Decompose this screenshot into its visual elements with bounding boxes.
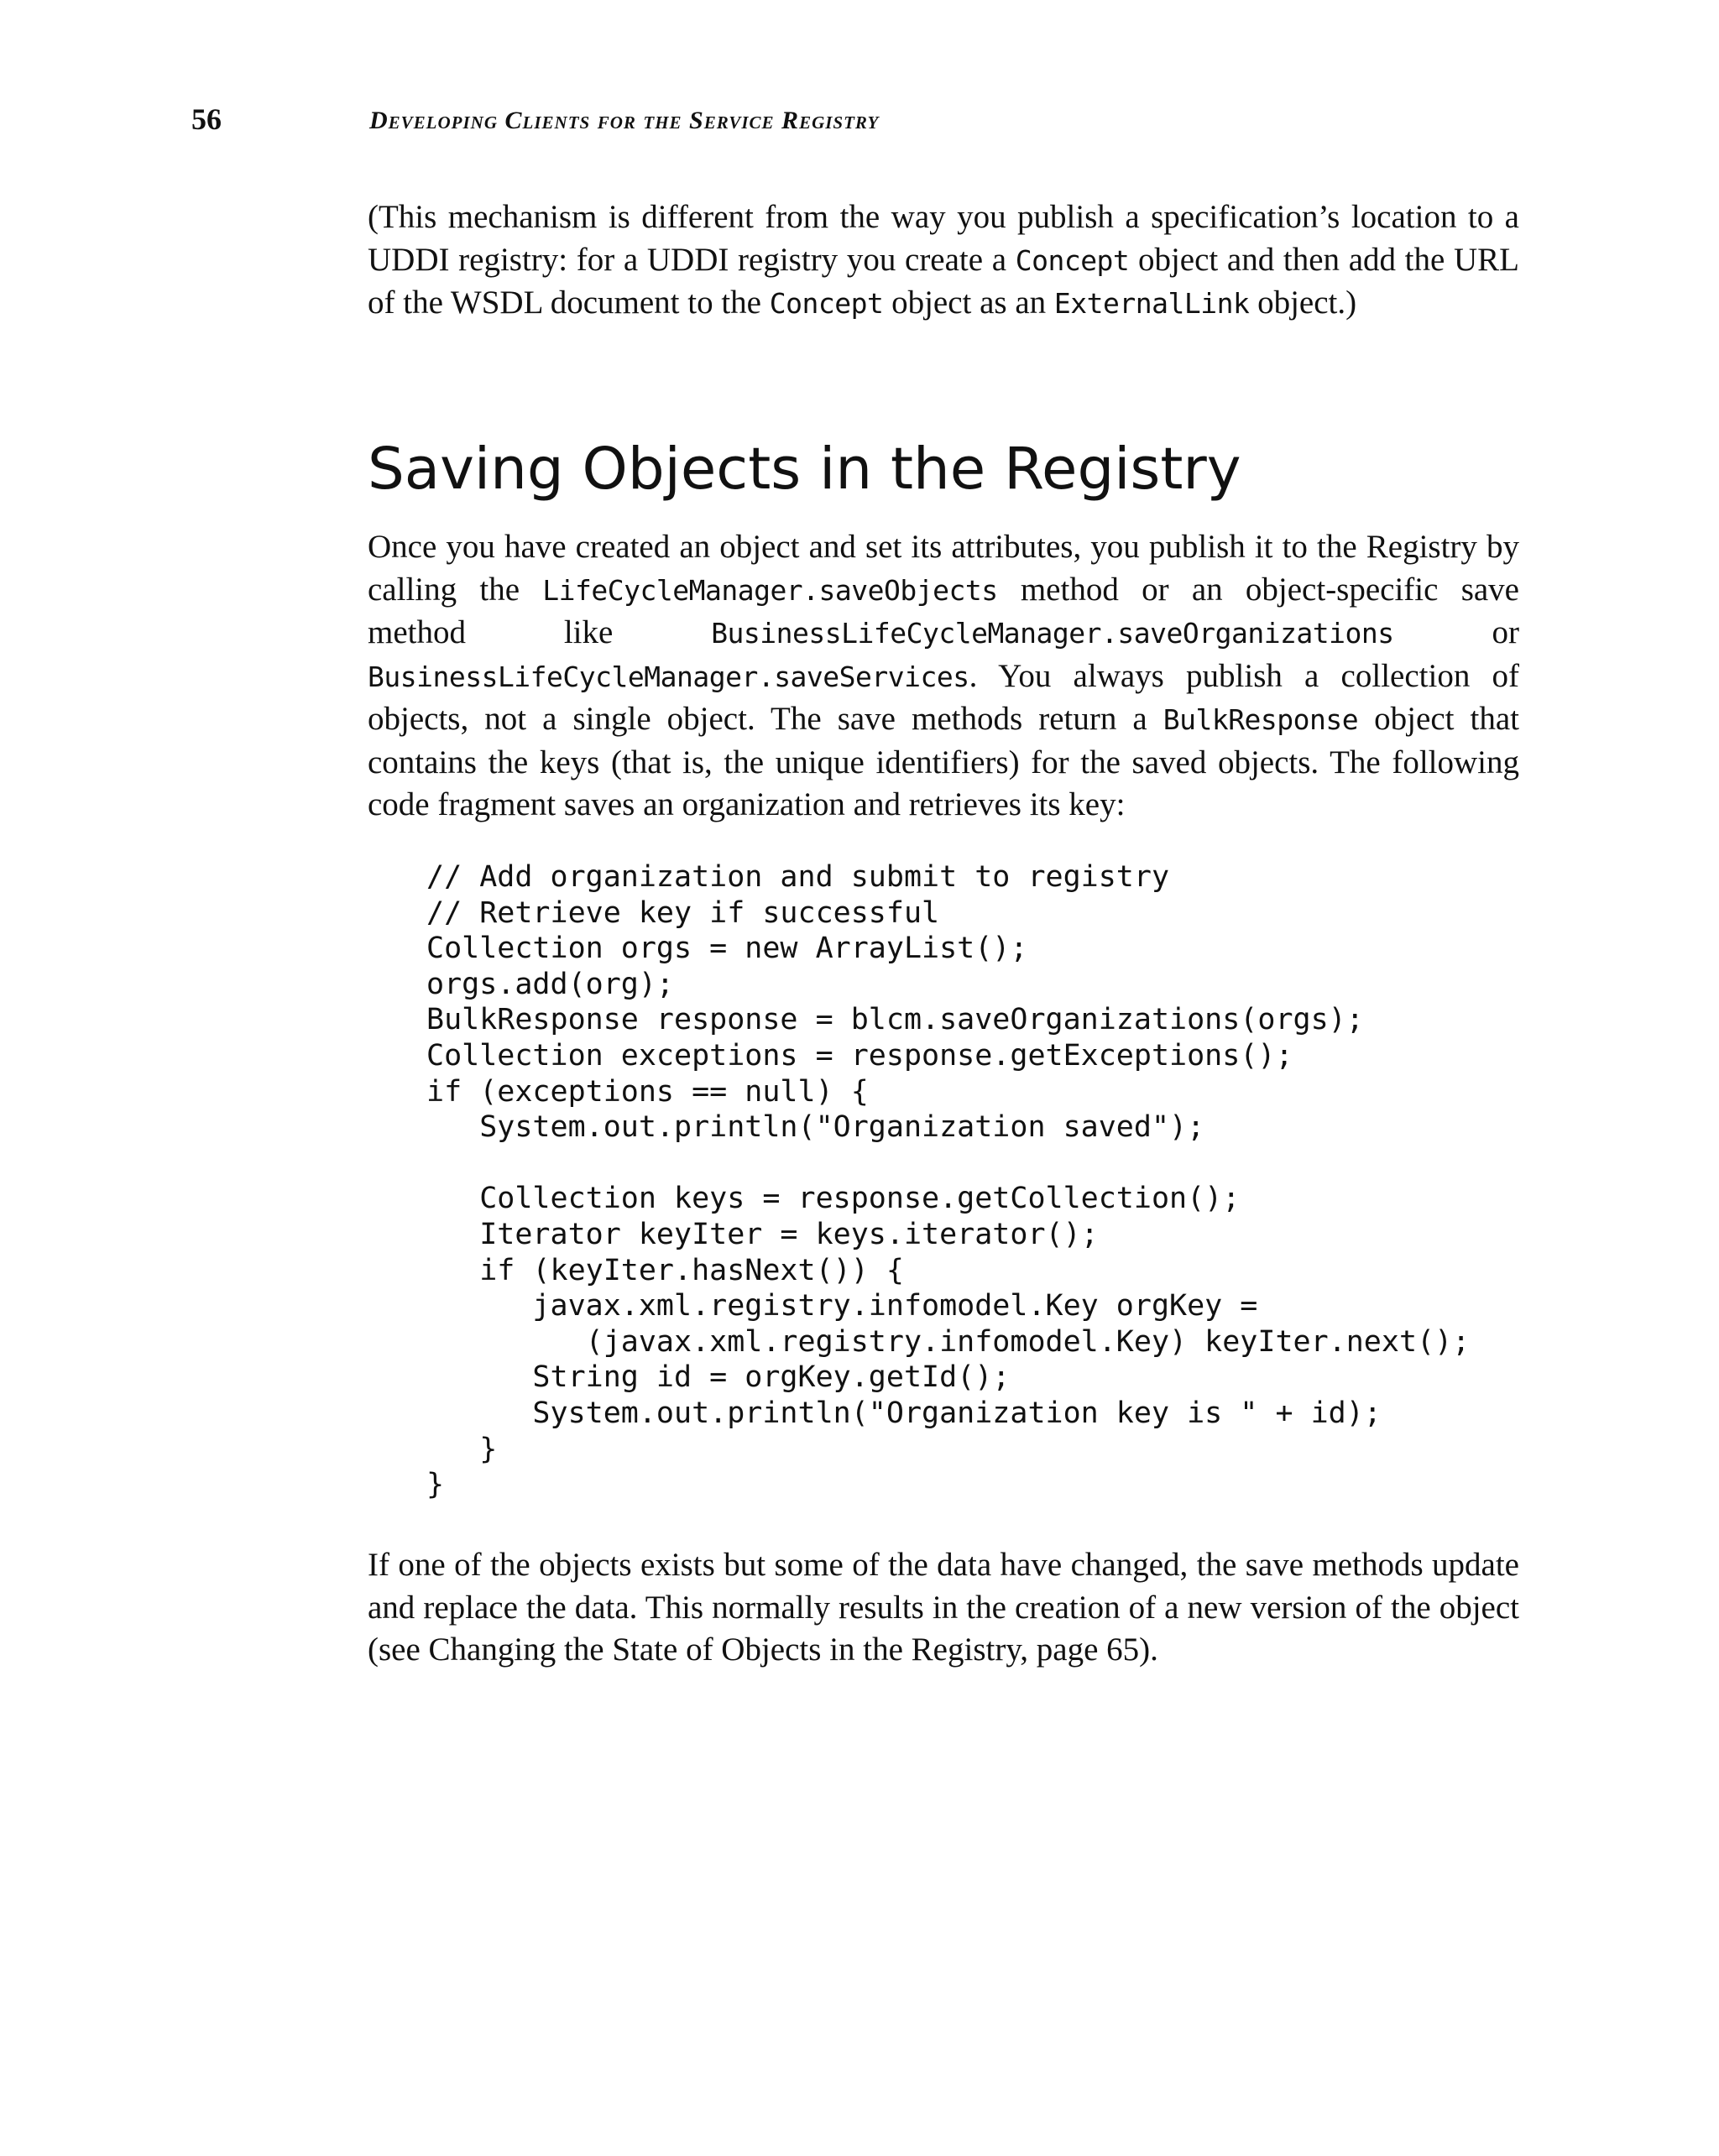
text-run: or xyxy=(1393,614,1519,650)
running-head: Developing Clients for the Service Registry xyxy=(369,107,880,134)
body-paragraph xyxy=(368,526,1519,827)
closing-paragraph xyxy=(368,1544,1519,1672)
inline-code: Concept xyxy=(769,287,884,320)
inline-code: BulkResponse xyxy=(1163,703,1359,736)
text-run: . You always publish a collection of objects, not a single object. The save methods return a xyxy=(368,657,1519,737)
inline-code: BusinessLifeCycleManager.saveOrganizations xyxy=(711,617,1394,650)
text-run: object that contains the keys (that is, the unique identifiers) for the saved objects. The following code fragment saves an organization and retrieves its key: xyxy=(368,701,1519,822)
paragraph-text: If one of the objects exists but some of the data have changed, the save methods update and replace the data. This normally results in the creation of a new version of the object (see Changing the State of Objects in the Registry, page 65). xyxy=(368,1547,1519,1668)
text-run: object as an xyxy=(883,285,1054,321)
section-heading: Saving Objects in the Registry xyxy=(368,436,1241,503)
text-run: (This mechanism is different from the way you publish a specification’s location to a UDDI registry: for a UDDI registry you create a xyxy=(368,199,1519,278)
text-run: method or an object-specific save method like xyxy=(368,571,1519,650)
inline-code: Concept xyxy=(1015,243,1130,277)
inline-code: LifeCycleManager.saveObjects xyxy=(542,573,998,607)
code-block: // Add organization and submit to registry // Retrieve key if successful Collection orgs = new ArrayList(); orgs.add(org); BulkResponse response = blcm.saveOrganizations(orgs); Collection exceptions = response.getExceptions(); if (exceptions == null) { System.out.println("Organization saved"); Collection keys = response.getCollection(); Iterator keyIter = keys.iterator(); if (keyIter.hasNext()) { javax.xml.registry.infomodel.Key orgKey = (javax.xml.registry.infomodel.Key) keyIter.next(); String id = orgKey.getId(); System.out.println("Organization key is " + id); } } xyxy=(426,860,1471,1502)
inline-code: ExternalLink xyxy=(1053,287,1250,320)
text-run: object.) xyxy=(1249,285,1357,321)
page-number: 56 xyxy=(191,102,222,136)
intro-paragraph xyxy=(368,196,1519,326)
inline-code: BusinessLifeCycleManager.saveServices xyxy=(368,660,969,693)
text-run: Once you have created an object and set its attributes, you publish it to the Registry by calling the xyxy=(368,529,1519,608)
text-run: object and then add the URL of the WSDL document to the xyxy=(368,241,1519,321)
